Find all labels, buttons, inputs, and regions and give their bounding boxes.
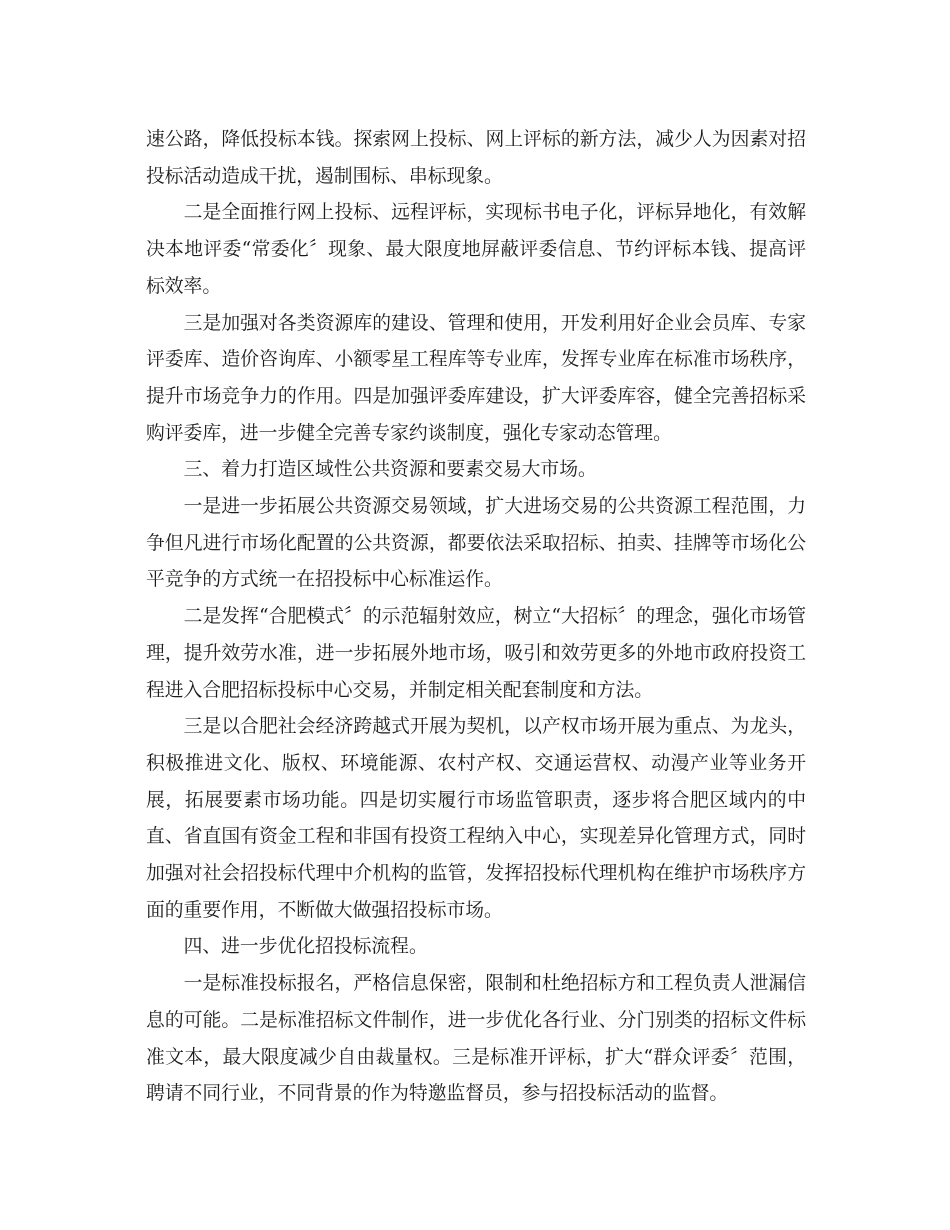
paragraph-3: 三是加强对各类资源库的建设、管理和使用，开发利用好企业会员库、专家评委库、造价咨询库、小额零星工程库等专业库，发挥专业库在标准市场秩序，提升市场竞争力的作用。四是加强评委库建设，扩大评委库容，健全完善招标采购评委库，进一步健全完善专家约谈制度，强化专家动态管理。 bbox=[146, 312, 806, 444]
paragraph-6: 二是发挥“合肥模式〞的示范辐射效应，树立“大招标〞的理念，强化市场管理，提升效劳水准，进一步拓展外地市场，吸引和效劳更多的外地市政府投资工程进入合肥招标投标中心交易，并制定相关配套制度和方法。 bbox=[146, 606, 806, 701]
paragraph-7: 三是以合肥社会经济跨越式开展为契机，以产权市场开展为重点、为龙头，积极推进文化、版权、环境能源、农村产权、交通运营权、动漫产业等业务开展，拓展要素市场功能。四是切实履行市场监管职责，逐步将合肥区域内的中直、省直国有资金工程和非国有投资工程纳入中心，实现差异化管理方式，同时加强对社会招投标代理中介机构的监管，发挥招投标代理机构在维护市场秩序方面的重要作用，不断做大做强招投标市场。 bbox=[146, 716, 806, 921]
paragraph-5: 一是进一步拓展公共资源交易领域，扩大进场交易的公共资源工程范围，力争但凡进行市场化配置的公共资源，都要依法采取招标、拍卖、挂牌等市场化公平竞争的方式统一在招投标中心标准运作。 bbox=[146, 496, 806, 591]
section-heading-4: 四、进一步优化招投标流程。 bbox=[183, 936, 428, 958]
section-heading-3: 三、着力打造区域性公共资源和要素交易大市场。 bbox=[183, 459, 597, 481]
document-body bbox=[146, 122, 806, 1113]
paragraph-1: 速公路，降低投标本钱。探索网上投标、网上评标的新方法，减少人为因素对招投标活动造成干扰，遏制围标、串标现象。 bbox=[146, 129, 806, 187]
paragraph-9: 一是标准投标报名，严格信息保密，限制和杜绝招标方和工程负责人泄漏信息的可能。二是标准招标文件制作，进一步优化各行业、分门别类的招标文件标准文本，最大限度减少自由裁量权。三是标准开评标，扩大“群众评委〞范围，聘请不同行业，不同背景的作为特邀监督员，参与招投标活动的监督。 bbox=[146, 973, 806, 1105]
paragraph-2: 二是全面推行网上投标、远程评标，实现标书电子化，评标异地化，有效解决本地评委“常委化〞现象、最大限度地屏蔽评委信息、节约评标本钱、提高评标效率。 bbox=[146, 202, 806, 297]
